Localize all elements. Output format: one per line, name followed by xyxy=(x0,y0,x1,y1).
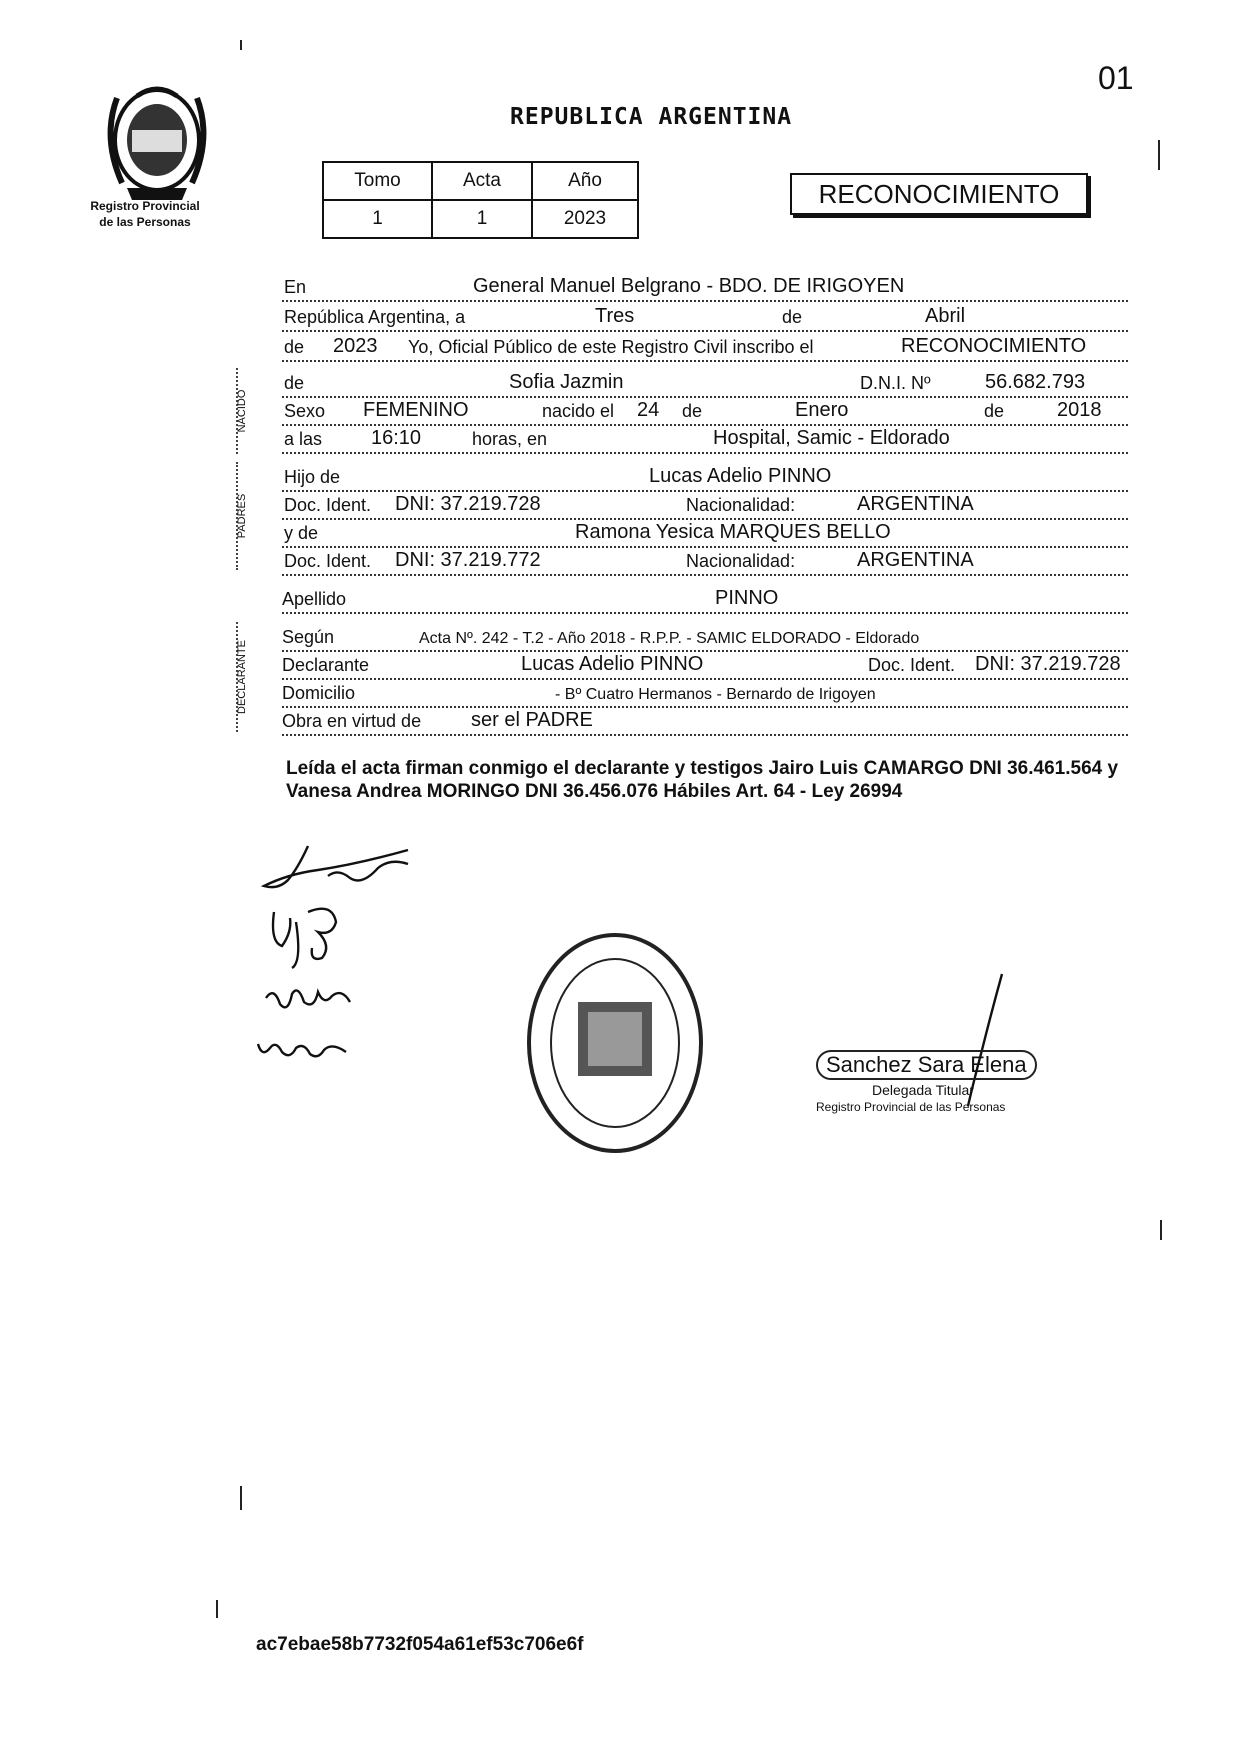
father-nationality: ARGENTINA xyxy=(854,493,977,516)
official-role: Delegada Titular xyxy=(872,1082,974,1098)
document-hash: ac7ebae58b7732f054a61ef53c706e6f xyxy=(256,1634,584,1655)
de-label: de xyxy=(782,307,806,328)
acta-header: Acta xyxy=(432,162,532,200)
birth-time: 16:10 xyxy=(368,427,424,450)
record-type-box: RECONOCIMIENTO xyxy=(790,173,1088,215)
month-value: Abril xyxy=(922,305,968,328)
a-las-label: a las xyxy=(284,429,326,450)
father-doc-label: Doc. Ident. xyxy=(284,495,375,516)
mother-nationality: ARGENTINA xyxy=(854,549,977,572)
line-date xyxy=(282,302,1128,332)
witness-signature-2-icon xyxy=(258,980,358,1016)
segun-label: Según xyxy=(282,627,338,648)
year-value: 2023 xyxy=(330,335,381,358)
declarante-doc-label: Doc. Ident. xyxy=(868,655,959,676)
person-dni: 56.682.793 xyxy=(982,371,1088,394)
segun-value: Acta Nº. 242 - T.2 - Año 2018 - R.P.P. - SAMIC ELDORADO - Eldorado xyxy=(416,630,922,648)
line-sex xyxy=(282,396,1128,426)
sexo-label: Sexo xyxy=(284,401,329,422)
declarante-doc: DNI: 37.219.728 xyxy=(972,653,1124,676)
closing-statement: Leída el acta firman conmigo el declarante y testigos Jairo Luis CAMARGO DNI 36.461.564 y Vanesa Andrea MORINGO DNI 36.456.076 Hábiles Art. 64 - Ley 26994 xyxy=(286,758,1119,802)
line-father xyxy=(282,462,1128,492)
document-title: REPUBLICA ARGENTINA xyxy=(510,104,793,130)
republica-label: República Argentina, a xyxy=(284,307,469,328)
inscribo-value: RECONOCIMIENTO xyxy=(898,335,1089,358)
mother-nationality-label: Nacionalidad: xyxy=(686,551,799,572)
acta-value: 1 xyxy=(432,200,532,238)
line-father-doc xyxy=(282,490,1128,520)
page-number: 01 xyxy=(1098,60,1134,96)
line-domicilio xyxy=(282,678,1128,708)
person-name: Sofia Jazmin xyxy=(506,371,627,394)
record-table xyxy=(322,161,639,239)
scan-mark xyxy=(1158,140,1160,170)
official-signature xyxy=(812,1010,1052,1130)
mother-doc-label: Doc. Ident. xyxy=(284,551,375,572)
provincial-emblem-icon xyxy=(92,78,222,213)
birth-year: 2018 xyxy=(1054,399,1105,422)
registry-caption: Registro Provincial de las Personas xyxy=(90,199,200,229)
witness-signature-1-icon xyxy=(262,902,362,972)
apellido-label: Apellido xyxy=(282,589,350,610)
father-nationality-label: Nacionalidad: xyxy=(686,495,799,516)
nacido-label: nacido el xyxy=(542,401,618,422)
declarante-tab: DECLARANTE xyxy=(236,622,258,732)
line-obra xyxy=(282,706,1128,736)
obra-value: ser el PADRE xyxy=(468,709,596,732)
father-name: Lucas Adelio PINNO xyxy=(646,465,834,488)
witness-signature-3-icon xyxy=(252,1034,352,1062)
y-de-label: y de xyxy=(284,523,322,544)
sexo-value: FEMENINO xyxy=(360,399,472,422)
domicilio-label: Domicilio xyxy=(282,683,359,704)
official-seal-icon xyxy=(522,928,708,1158)
birth-day: 24 xyxy=(634,399,662,422)
anio-header: Año xyxy=(532,162,638,200)
inscribo-label: Yo, Oficial Público de este Registro Civil inscribo el xyxy=(408,337,818,358)
tomo-header: Tomo xyxy=(323,162,432,200)
apellido-value: PINNO xyxy=(712,587,781,610)
en-label: En xyxy=(284,277,310,298)
line-mother-doc xyxy=(282,546,1128,576)
scan-mark xyxy=(240,1486,242,1510)
birth-de-label: de xyxy=(682,401,706,422)
place-value: General Manuel Belgrano - BDO. DE IRIGOYEN xyxy=(470,275,907,298)
tomo-value: 1 xyxy=(323,200,432,238)
de-person-label: de xyxy=(284,373,308,394)
father-doc: DNI: 37.219.728 xyxy=(392,493,544,516)
declarant-signature-icon xyxy=(258,838,418,898)
line-year xyxy=(282,332,1128,362)
line-en xyxy=(282,272,1128,302)
mother-doc: DNI: 37.219.772 xyxy=(392,549,544,572)
nacido-tab: NACIDO xyxy=(236,368,258,454)
official-office: Registro Provincial de las Personas xyxy=(816,1100,1006,1114)
hijo-label: Hijo de xyxy=(284,467,344,488)
horas-label: horas, en xyxy=(472,429,551,450)
anio-value: 2023 xyxy=(532,200,638,238)
dni-label: D.N.I. Nº xyxy=(860,373,935,394)
official-name: Sanchez Sara Elena xyxy=(816,1050,1037,1080)
declarante-name: Lucas Adelio PINNO xyxy=(518,653,706,676)
line-person xyxy=(282,368,1128,398)
line-apellido xyxy=(282,584,1128,614)
domicilio-value: - Bº Cuatro Hermanos - Bernardo de Irigoyen xyxy=(552,686,879,704)
birth-place: Hospital, Samic - Eldorado xyxy=(710,427,953,450)
declarante-label: Declarante xyxy=(282,655,373,676)
de-year-label: de xyxy=(284,337,308,358)
scan-mark xyxy=(1160,1220,1162,1240)
day-value: Tres xyxy=(592,305,637,328)
padres-tab: PADRES xyxy=(236,462,258,570)
line-segun xyxy=(282,622,1128,652)
obra-label: Obra en virtud de xyxy=(282,711,425,732)
scan-mark xyxy=(216,1600,218,1618)
scan-mark xyxy=(240,40,242,50)
birth-month: Enero xyxy=(792,399,851,422)
line-declarante xyxy=(282,650,1128,680)
line-mother xyxy=(282,518,1128,548)
line-time xyxy=(282,424,1128,454)
mother-name: Ramona Yesica MARQUES BELLO xyxy=(572,521,894,544)
birth-de2-label: de xyxy=(984,401,1008,422)
